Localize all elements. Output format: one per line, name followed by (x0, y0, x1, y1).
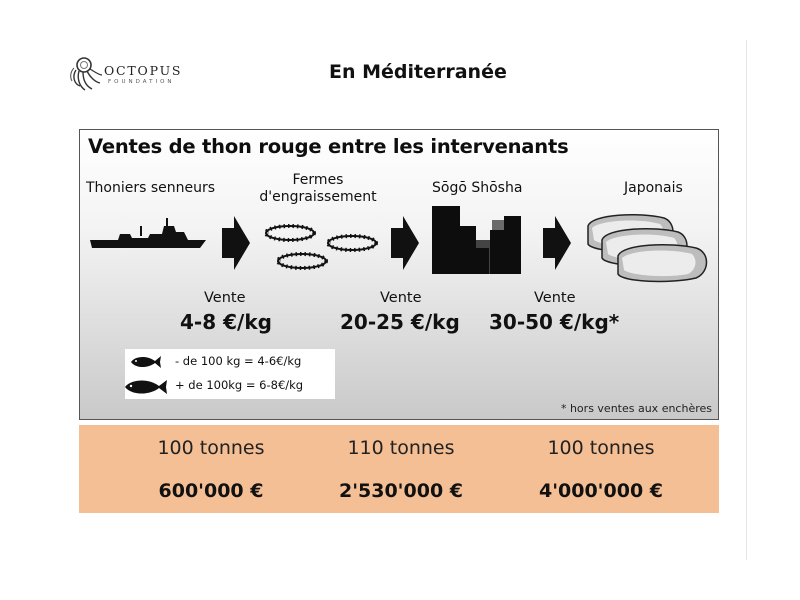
flow-arrow-icon (391, 216, 419, 270)
actor-label-sogo-shosha: Sōgō Shōsha (432, 180, 523, 196)
flow-arrow-icon (543, 216, 571, 270)
fattening-farm-rings-icon (266, 226, 376, 268)
legend-row-small-tuna (125, 351, 335, 373)
sogo-shosha-buildings-icon (432, 206, 521, 274)
actor-label-fermes-line1: Fermes (292, 172, 344, 188)
actor-label-fermes-line2: d'engraissement (259, 189, 377, 205)
slide-title: En Méditerranée (329, 61, 507, 83)
fishing-vessel-icon (90, 218, 206, 248)
tuna-weight-legend (125, 349, 335, 399)
value-col-3: 4'000'000 € (538, 480, 663, 502)
large-tuna-icon (123, 376, 169, 398)
tuna-sales-flow-panel (79, 129, 719, 420)
volume-value-summary (79, 425, 719, 513)
value-col-1: 600'000 € (158, 480, 264, 502)
legend-text-large-tuna: + de 100kg = 6-8€/kg (175, 378, 304, 392)
tonnage-col-2: 110 tonnes (347, 437, 455, 459)
sale-label-1: Vente (204, 290, 246, 306)
panel-title: Ventes de thon rouge entre les intervenants (88, 135, 569, 158)
sale-price-2: 20-25 €/kg (340, 310, 460, 334)
octopus-icon (70, 56, 104, 94)
sale-label-3: Vente (534, 290, 576, 306)
sale-price-1: 4-8 €/kg (180, 310, 272, 334)
actor-label-japonais: Japonais (624, 180, 683, 196)
small-tuna-icon (127, 352, 163, 372)
page-edge-rule (746, 40, 747, 560)
tonnage-col-1: 100 tonnes (157, 437, 265, 459)
flow-illustrations (80, 130, 720, 290)
legend-text-small-tuna: - de 100 kg = 4-6€/kg (175, 354, 302, 368)
flow-arrow-icon (222, 216, 250, 270)
tuna-loin-icon (588, 215, 707, 282)
logo-name: OCTOPUS (104, 63, 183, 78)
value-col-2: 2'530'000 € (338, 480, 463, 502)
sale-label-2: Vente (380, 290, 422, 306)
sale-price-3: 30-50 €/kg* (489, 310, 620, 334)
octopus-foundation-logo (72, 58, 192, 98)
logo-subtitle: FOUNDATION (108, 79, 175, 85)
legend-row-large-tuna (125, 375, 335, 397)
actor-label-thoniers: Thoniers senneurs (86, 180, 216, 196)
auction-footnote: * hors ventes aux enchères (560, 402, 712, 415)
tonnage-col-3: 100 tonnes (547, 437, 655, 459)
